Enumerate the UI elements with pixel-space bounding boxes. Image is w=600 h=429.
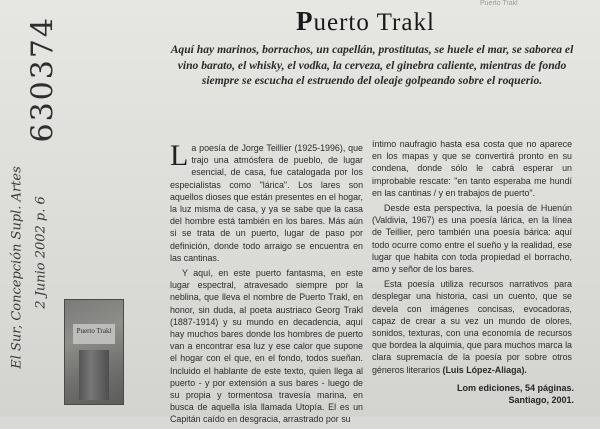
handwritten-date-note: 2 Junio 2002 p. 6	[33, 196, 49, 309]
paragraph-4: Desde esta perspectiva, la poesía de Huenún (Valdivia, 1967) es una poesía lárica, en la línea de Teillier, pero también una poesía bárica: aquí todo ocurre como entre el sueño y la realidad, ese lugar que habita con toda propiedad el borracho, amo y señor de los bares.	[372, 203, 572, 275]
cover-title: Puerto Trakl	[76, 327, 112, 335]
paragraph-1	[170, 139, 363, 264]
paragraph-1-text: a poesía de Jorge Teillier (1925-1996), que trajo una atmósfera de pueblo, de lugar esencial, de casa, fue catalogada por los especialistas como "lárica". Los lares son aquellos dioses que están presentes en el hogar, la luz misma de casa, y ya se sabe que la casa del hombre está también en los bares. Más aún si se trata de un puerto, lugar de paso por definición, donde todo arraigo se encuentra en las cantinas.	[170, 143, 363, 263]
drop-cap: L	[170, 139, 189, 172]
handwritten-margin	[6, 0, 61, 417]
paragraph-5-text: Esta poesía utiliza recursos narrativos para desplegar una historia, casi un cuento, que se devela con imágenes concisas, evocadoras, capaz de crear a su vez un mundo de olores, sonidos, texturas, con una economía de recursos que bordea la alquimia, que para muchos marca la clara supremacía de la poesía por sobre otros géneros literarios	[372, 279, 572, 375]
article-lead: Aquí hay marinos, borrachos, un capellán, prostitutas, se huele el mar, se saborea el vino barato, el whisky, el vodka, la cerveza, el ginebra caliente, mientras de fondo siempre se escucha el estruendo del oleaje golpeando sobre el roquerío.	[170, 43, 574, 88]
paragraph-3: íntimo naufragio hasta esa costa que no aparece en los mapas y que se convertirá pronto en su condena, donde sólo le cabrá esperar un improbable rescate: "en tanto esperaba me hundí en las cantinas / y en trabajos de puerto".	[372, 139, 572, 198]
author-byline: (Luis López-Aliaga).	[442, 364, 527, 375]
title-rest: uerto Trakl	[313, 9, 435, 36]
paragraph-2: Y aquí, en este puerto fantasma, en este lugar espectral, atravesado siempre por la neblina, que lleva el nombre de Puerto Trakl, en honor, sin duda, al poeta austriaco Georg Trakl (1887-1914) y su mundo en decadencia, aquí hay muchos bares donde los hombres de puerto van a encontrar esa luz y ese calor que supone el hogar con el que, en el fondo, todos sueñan. Incluido el hablante de este texto, quien llega al puerto - y por extensión a sus bares - luego de su propia y tormentosa travesía marina, en busca de aquella isla llamada Utopía. El es un Capitán caído en desgracia, arrastrado por su	[170, 268, 363, 425]
credit-place-year: Santiago, 2001.	[508, 395, 574, 405]
article-column-1	[170, 139, 363, 429]
credit-publisher: Lom ediciones, 54 páginas.	[456, 383, 574, 393]
article-title	[296, 6, 435, 37]
book-cover-image	[64, 299, 124, 405]
title-initial: P	[296, 6, 314, 36]
previous-article-fragment: Puerto Trakl	[480, 0, 518, 7]
cover-illustration	[79, 350, 109, 400]
clipping-id: 630374	[25, 15, 61, 143]
publication-credit	[446, 382, 574, 406]
article-column-2	[372, 138, 572, 379]
handwritten-source-note: El Sur, Concepción Supl. Artes	[9, 166, 25, 369]
paragraph-5	[372, 278, 572, 376]
